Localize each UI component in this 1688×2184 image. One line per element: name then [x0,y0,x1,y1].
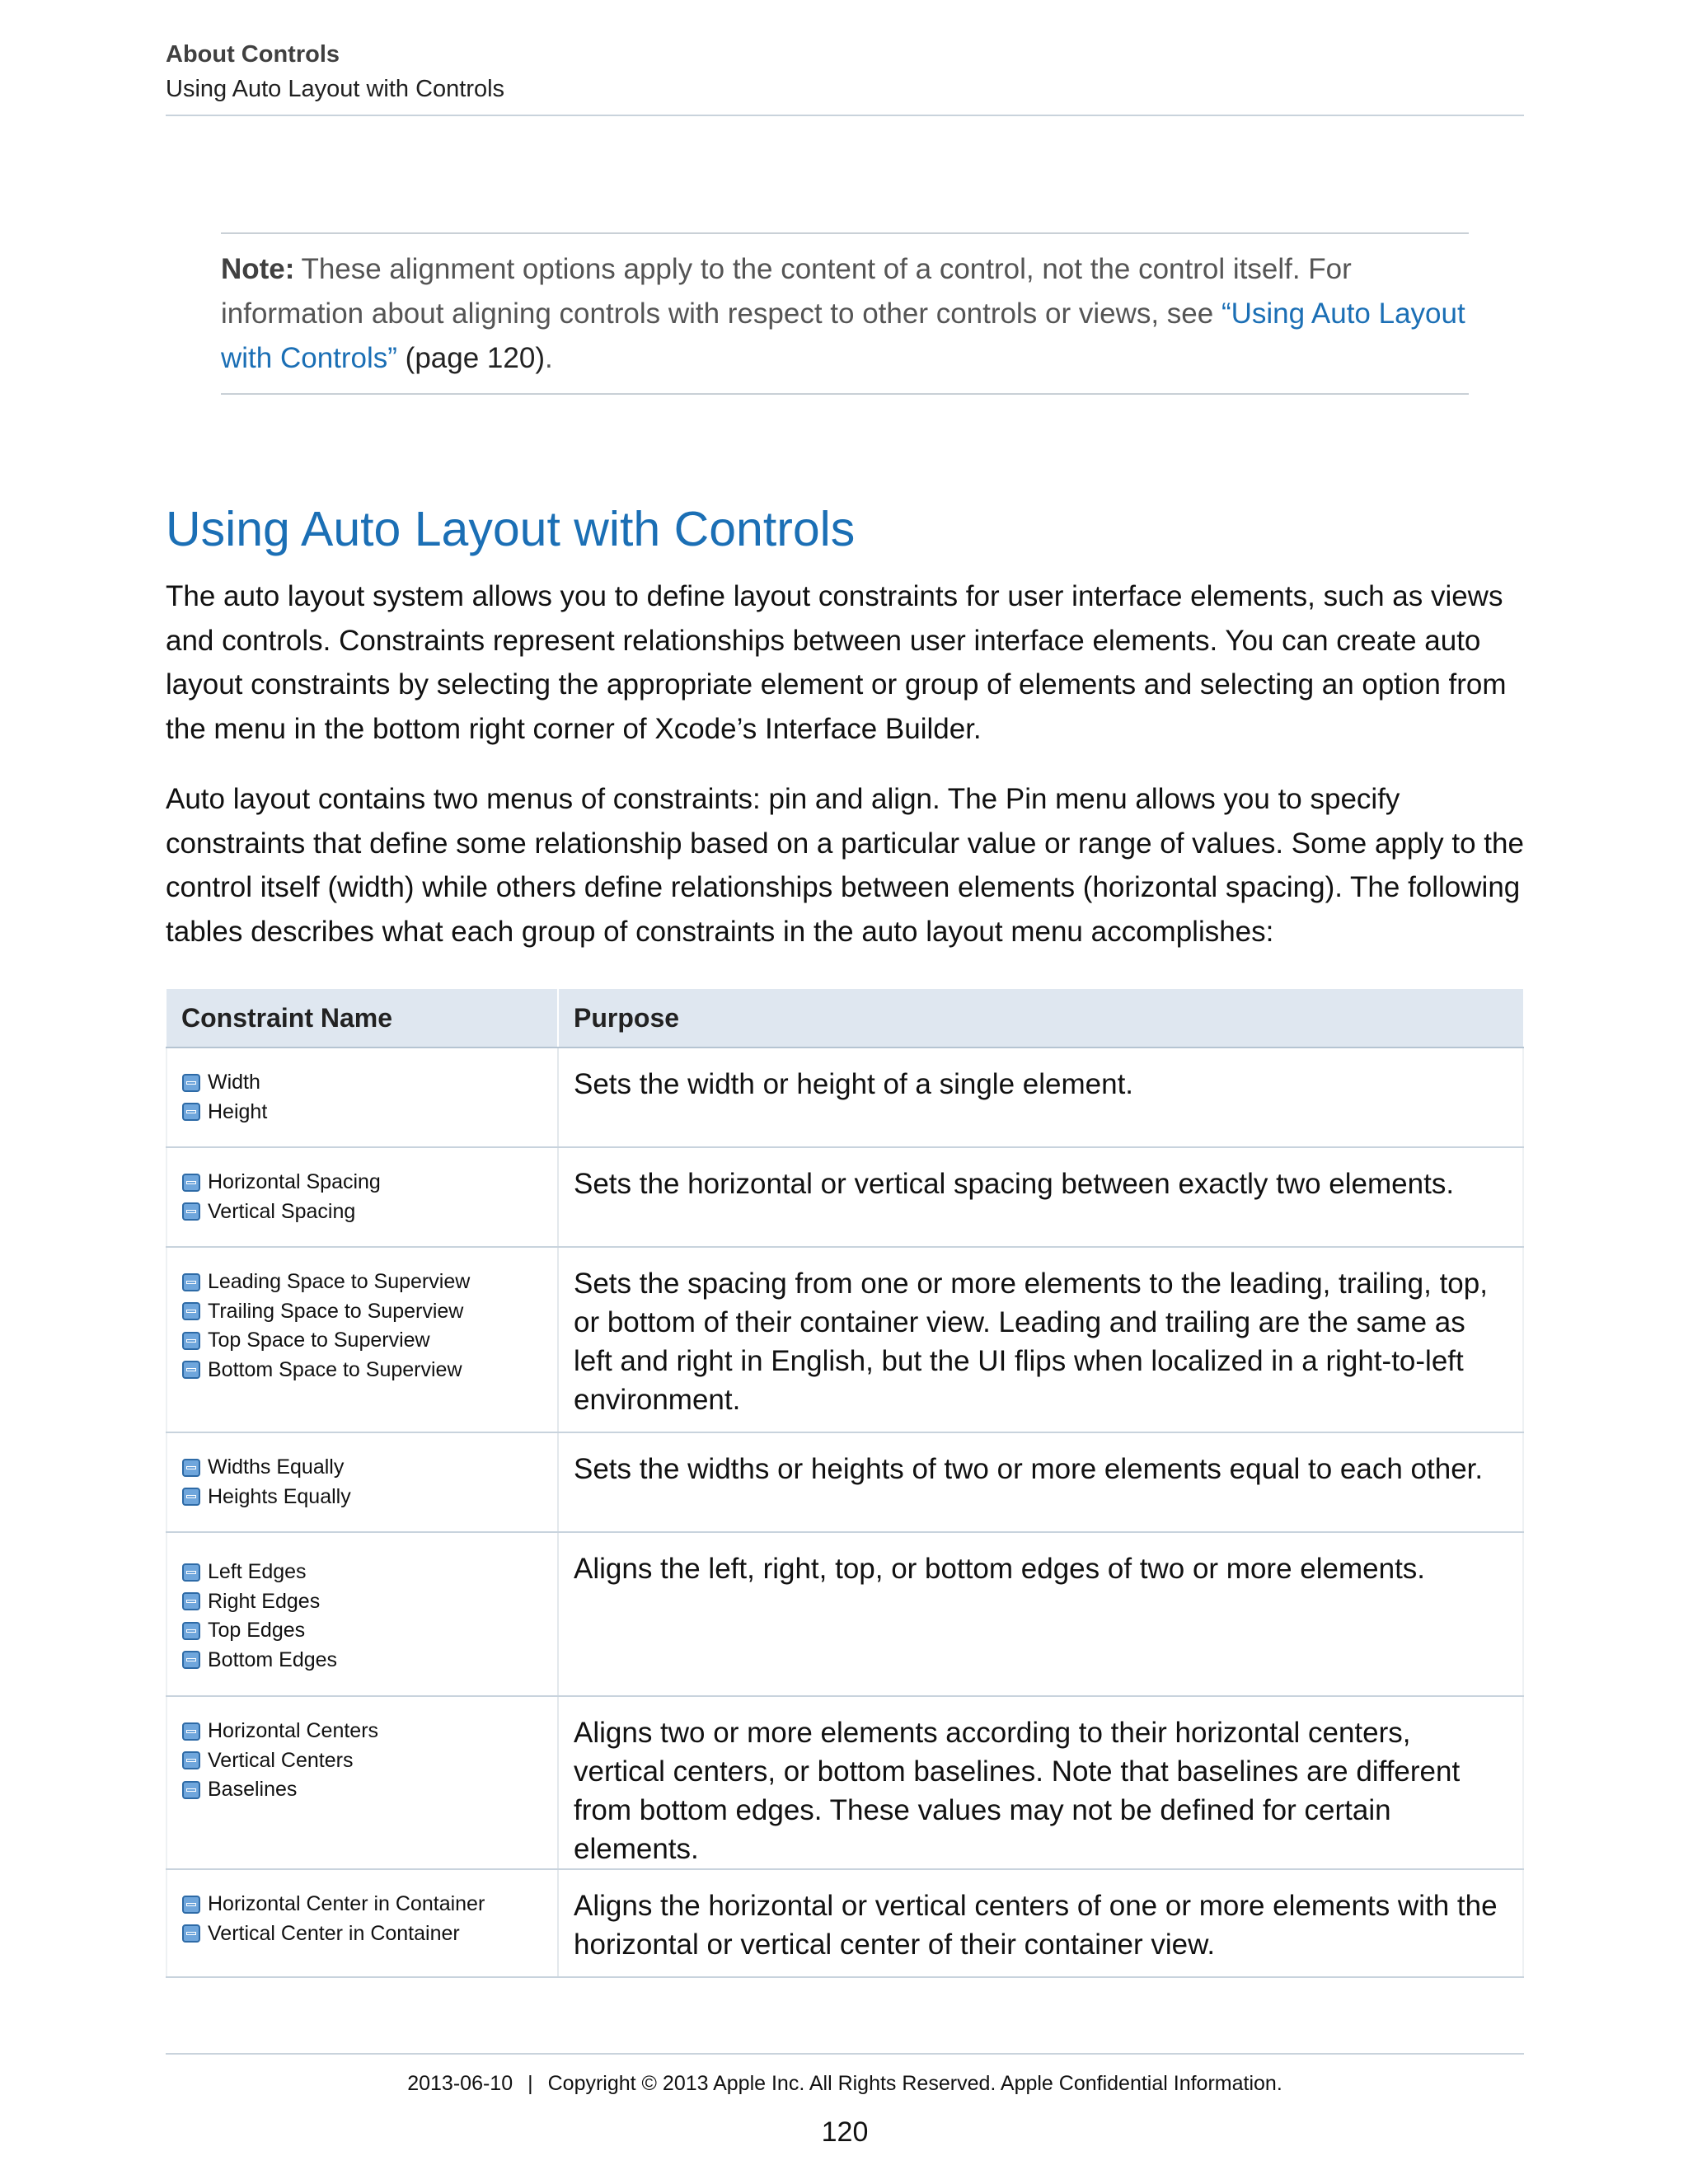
table-row [166,1147,1523,1247]
footer-divider [166,2053,1524,2055]
constraint-item [182,1616,557,1646]
constraint-item [182,1168,557,1197]
bottom-edges-icon [182,1651,200,1669]
vertical-spacing-icon [182,1202,200,1221]
constraint-item [182,1483,557,1512]
constraint-label: Top Edges [208,1619,306,1643]
table-row [166,1432,1523,1532]
paragraph-menus: Auto layout contains two menus of constraints: pin and align. The Pin menu allows you to specify constraints that define some relationship based on a particular value or range of values. Some apply to the control itself (width) while others define relationships between elements (horizontal spacing). The following tables describes what each group of constraints in the auto layout menu accomplishes: [166,783,1524,948]
bottom-space-icon [182,1361,200,1379]
constraint-label: Top Space to Superview [208,1329,430,1352]
constraint-item [182,1326,557,1356]
vertical-center-container-icon [182,1924,200,1943]
constraint-label: Width [208,1071,260,1094]
section-heading: Using Auto Layout with Controls [166,502,856,556]
constraint-label: Horizontal Center in Container [208,1892,485,1916]
purpose-cell: Sets the horizontal or vertical spacing between exactly two elements. [558,1147,1523,1247]
purpose-cell: Sets the spacing from one or more elements to the leading, trailing, top, or bottom of their container view. Leading and trailing are the same as left and right in English, but the UI flips when localized in a right-to-left environment. [558,1247,1523,1432]
constraint-label: Heights Equally [208,1484,351,1508]
constraint-item [182,1268,557,1297]
right-edges-icon [182,1592,200,1610]
purpose-cell: Sets the width or height of a single element. [558,1047,1523,1147]
note-label: Note: [221,253,295,285]
leading-space-icon [182,1273,200,1291]
table-header-row [166,989,1523,1047]
purpose-cell: Aligns the left, right, top, or bottom edges of two or more elements. [558,1532,1523,1696]
table-row [166,1696,1523,1869]
horizontal-centers-icon [182,1722,200,1741]
constraint-item [182,1558,557,1587]
constraint-item [182,1453,557,1483]
constraint-label: Vertical Spacing [208,1199,356,1223]
constraint-label: Right Edges [208,1589,321,1613]
constraint-item [182,1746,557,1776]
heights-equally-icon [182,1488,200,1506]
constraint-names-cell [166,1869,558,1977]
table-row [166,1247,1523,1432]
constraint-names-cell [166,1532,558,1696]
table-row [166,1047,1523,1147]
page-header [166,38,1524,105]
page-number: 120 [821,2116,869,2148]
constraint-names-cell [166,1147,558,1247]
note-box [221,247,1469,381]
header-divider [166,115,1524,116]
note-end: . [544,342,553,374]
table-row [166,1532,1523,1696]
constraint-item [182,1197,557,1227]
left-edges-icon [182,1563,200,1582]
constraint-label: Vertical Centers [208,1748,354,1772]
table-row [166,1869,1523,1977]
constraint-item [182,1297,557,1327]
top-edges-icon [182,1622,200,1640]
baselines-icon [182,1781,200,1799]
constraint-item [182,1890,557,1919]
constraint-item [182,1646,557,1675]
note-text: These alignment options apply to the content of a control, not the control itself. For information about aligning controls with respect to other controls or views, see [221,253,1352,330]
constraints-table [166,989,1524,1978]
constraint-label: Vertical Center in Container [208,1921,460,1945]
top-space-icon [182,1332,200,1350]
constraint-label: Bottom Edges [208,1647,338,1671]
page-footer [166,2069,1524,2098]
constraint-item [182,1919,557,1949]
width-constraint-icon [182,1074,200,1092]
constraint-label: Height [208,1099,268,1123]
constraint-names-cell [166,1247,558,1432]
constraint-names-cell [166,1432,558,1532]
note-page-ref: (page 120) [396,342,545,374]
footer-separator: | [528,2072,533,2095]
constraint-names-cell [166,1047,558,1147]
note-bottom-divider [221,393,1469,395]
purpose-cell: Aligns the horizontal or vertical centers of one or more elements with the horizontal or vertical center of their container view. [558,1869,1523,1977]
constraint-item [182,1068,557,1098]
constraint-label: Horizontal Spacing [208,1170,381,1194]
trailing-space-icon [182,1302,200,1320]
paragraph-intro: The auto layout system allows you to define layout constraints for user interface elements, such as views and controls. Constraints represent relationships between user interface elements. You can create auto layout constraints by selecting the appropriate element or group of elements and selecting an option from the menu in the bottom right corner of Xcode’s Interface Builder. [166,580,1507,745]
constraint-label: Bottom Space to Superview [208,1357,462,1381]
footer-date: 2013-06-10 [407,2072,513,2095]
constraint-names-cell [166,1696,558,1869]
chapter-title: About Controls [166,41,340,68]
note-top-divider [221,232,1469,234]
constraint-label: Baselines [208,1778,298,1802]
vertical-centers-icon [182,1751,200,1769]
widths-equally-icon [182,1459,200,1477]
purpose-cell: Aligns two or more elements according to their horizontal centers, vertical centers, or bottom baselines. Note that baselines are different from bottom edges. These values may not be defined for certain elements. [558,1696,1523,1869]
footer-copyright: Copyright © 2013 Apple Inc. All Rights Reserved. Apple Confidential Information. [547,2072,1282,2095]
constraint-item [182,1717,557,1746]
constraint-item [182,1356,557,1385]
constraint-label: Leading Space to Superview [208,1270,471,1294]
column-header-name: Constraint Name [166,989,558,1047]
constraint-item [182,1098,557,1127]
constraint-label: Left Edges [208,1560,307,1584]
constraint-item [182,1775,557,1805]
height-constraint-icon [182,1103,200,1121]
note-link[interactable]: “Using Auto Layout with Controls” [221,298,1465,374]
constraint-item [182,1587,557,1617]
constraint-label: Trailing Space to Superview [208,1299,464,1323]
horizontal-center-container-icon [182,1896,200,1914]
column-header-purpose: Purpose [558,989,1523,1047]
constraint-label: Horizontal Centers [208,1719,379,1743]
purpose-cell: Sets the widths or heights of two or more elements equal to each other. [558,1432,1523,1532]
horizontal-spacing-icon [182,1174,200,1192]
section-title: Using Auto Layout with Controls [166,76,505,102]
constraint-label: Widths Equally [208,1455,345,1479]
